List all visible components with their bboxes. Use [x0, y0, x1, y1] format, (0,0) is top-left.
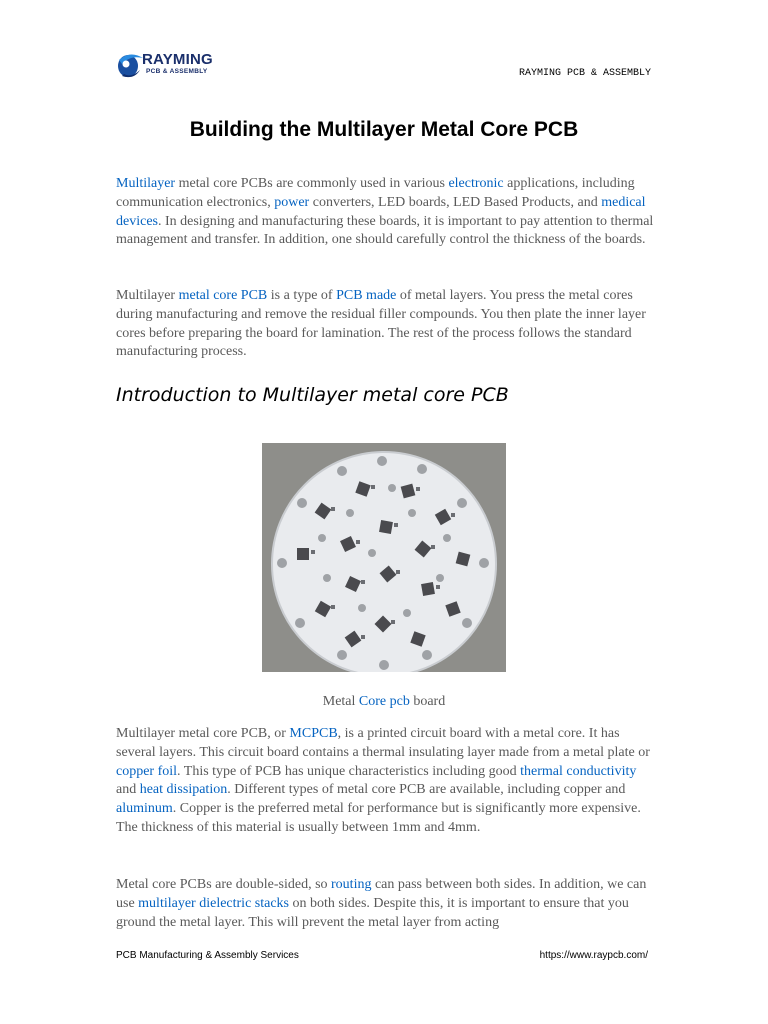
mcpcb-paragraph [116, 725, 656, 838]
text-span: Multilayer [116, 288, 179, 303]
rayming-logo[interactable] [116, 50, 236, 82]
text-span: is a type of [267, 288, 337, 303]
image-caption [0, 694, 768, 710]
link-power[interactable]: power [274, 194, 310, 210]
text-span: and [116, 782, 140, 798]
link-multilayer-dielectric-stacks[interactable]: multilayer dielectric stacks [138, 895, 289, 911]
link-copper-foil[interactable]: copper foil [116, 763, 178, 779]
text-span: on both sides. Despite this, it is important to ensure that you ground the metal layer. This will prevent the metal layer from acting [116, 895, 629, 930]
routing-paragraph [116, 876, 656, 932]
footer-services-text: PCB Manufacturing & Assembly Services [116, 950, 299, 961]
metal-core-pcb-photo [262, 443, 506, 672]
link-thermal-conductivity[interactable]: thermal conductivity [520, 763, 637, 779]
pcb-board-illustration [262, 443, 506, 672]
link-aluminum[interactable]: aluminum [116, 801, 173, 817]
intro-paragraph [116, 175, 656, 250]
text-span: of metal layers. You press the metal cores during manufacturing and remove the residual filler compounds. You then plate the inner layer cores before preparing the board for lamination. The rest of the process follows the standard manufacturing process. [116, 288, 646, 360]
text-span: . In designing and manufacturing these boards, it is important to pay attention to thermal management and transfer. In addition, one should carefully control the thickness of the boards. [116, 213, 654, 248]
footer-website-link[interactable]: https://www.raypcb.com/ [539, 950, 648, 961]
logo-swoosh-icon [116, 50, 144, 80]
text-span: applications, including communication electronics, [116, 176, 635, 210]
link-metal-core-pcb[interactable]: metal core PCB [178, 288, 268, 303]
header-company-name: RAYMING PCB & ASSEMBLY [518, 68, 651, 79]
text-span: . Copper is the preferred metal for performance but is significantly more expensive. The thickness of this material is usually between 1mm and 4mm. [116, 801, 641, 835]
definition-paragraph [116, 287, 656, 362]
text-span: . Different types of metal core PCB are available, including copper and [227, 782, 626, 798]
text-span: , is a printed circuit board with a metal core. It has several layers. This circuit board contains a thermal insulating layer made from a metal plate or [116, 726, 650, 760]
link-heat-dissipation[interactable]: heat dissipation [139, 782, 228, 798]
link-core-pcb[interactable]: Core pcb [358, 694, 410, 709]
text-span: can pass between both sides. In addition, we can use [116, 877, 647, 911]
page-title: Building the Multilayer Metal Core PCB [189, 118, 579, 141]
text-span: Metal [322, 694, 359, 709]
link-pcb-made[interactable]: PCB made [336, 288, 397, 303]
link-medical-devices[interactable]: medical devices [116, 194, 646, 229]
logo-sub-text: PCB & ASSEMBLY [146, 68, 208, 75]
text-span: Metal core PCBs are double-sided, so [116, 877, 332, 892]
link-mcpcb[interactable]: MCPCB [289, 726, 338, 741]
logo-brand-text: RAYMING [142, 51, 213, 68]
text-span: . This type of PCB has unique characteristics including good [177, 763, 521, 779]
text-span: board [409, 694, 446, 709]
text-span: Multilayer metal core PCB, or [116, 726, 290, 741]
link-multilayer[interactable]: Multilayer [116, 176, 176, 191]
text-span: metal core PCBs are commonly used in various [175, 176, 449, 191]
section-heading: Introduction to Multilayer metal core PCB [116, 384, 509, 406]
link-electronic[interactable]: electronic [448, 176, 504, 191]
text-span: converters, LED boards, LED Based Products, and [309, 194, 602, 210]
link-routing[interactable]: routing [331, 877, 372, 892]
